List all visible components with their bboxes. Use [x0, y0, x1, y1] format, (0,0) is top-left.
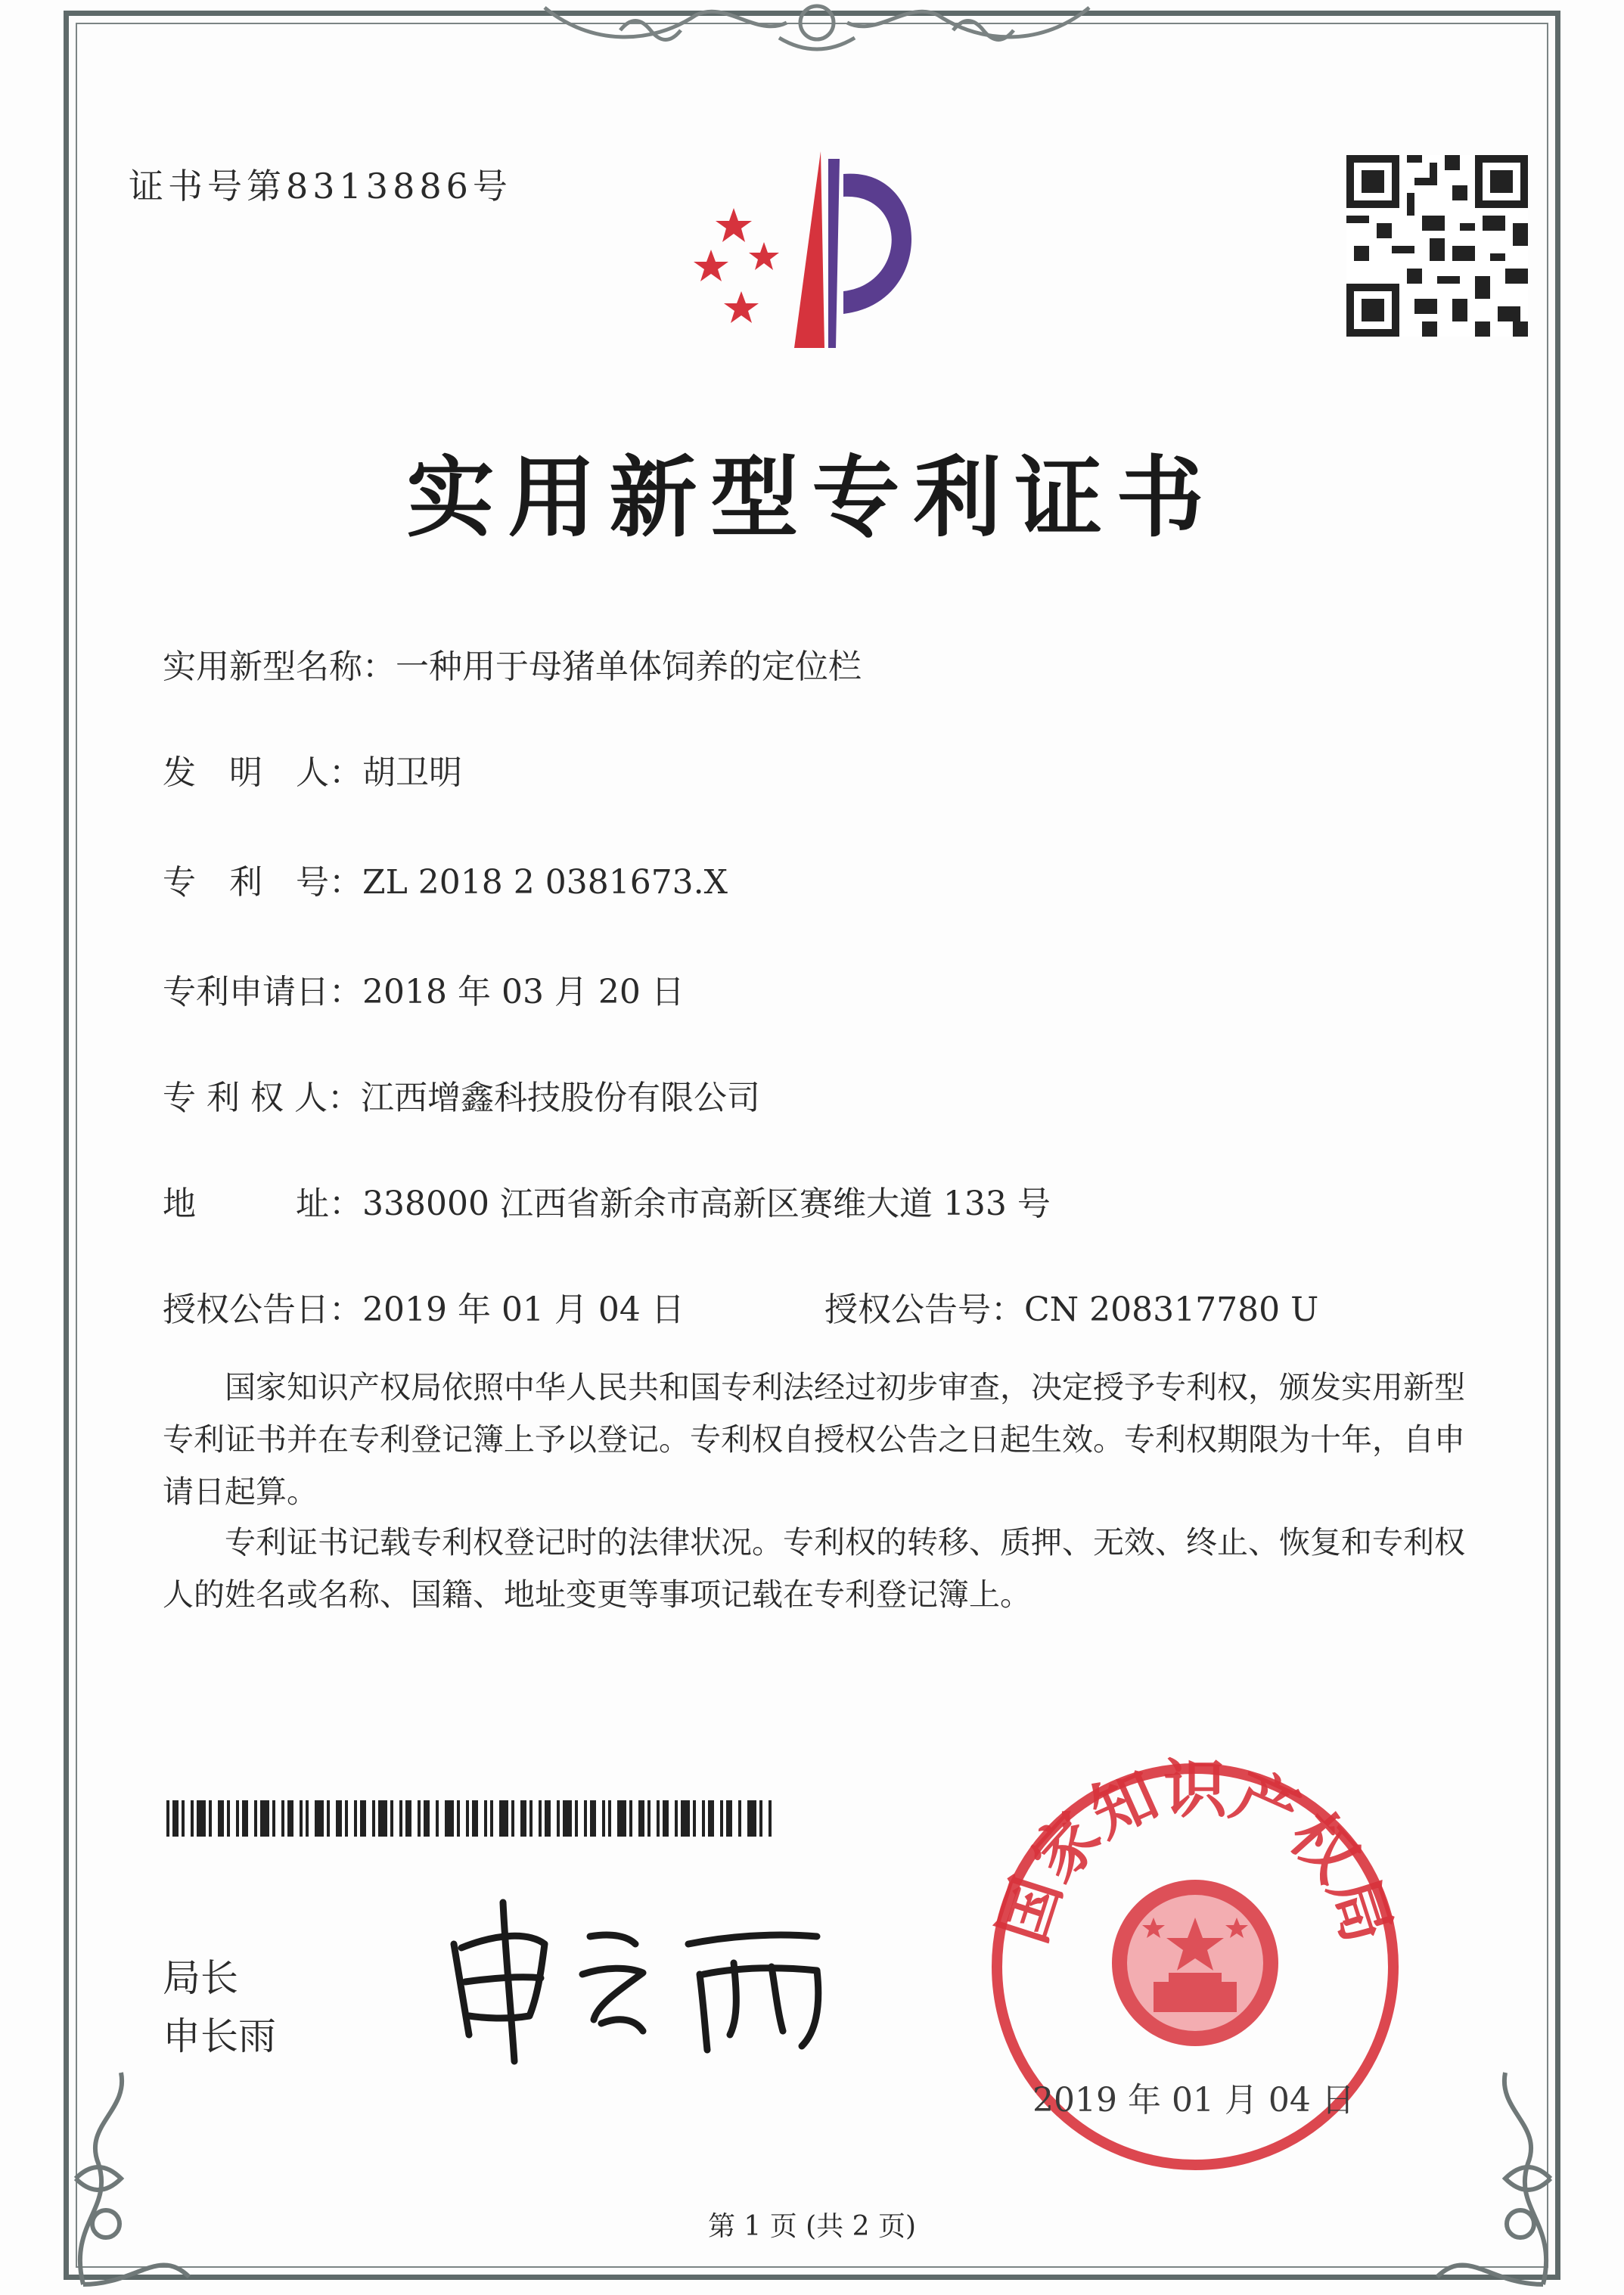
field-publication-number — [824, 1282, 1318, 1331]
signature-icon — [439, 1891, 847, 2065]
top-ornament-icon — [529, 0, 1104, 53]
field-value: 338000 江西省新余市高新区赛维大道 133 号 — [362, 1185, 1051, 1223]
field-value: 2018 年 03 月 20 日 — [362, 973, 685, 1011]
director-name: 申长雨 — [163, 2014, 276, 2058]
page-number: 第 1 页 (共 2 页) — [707, 2211, 917, 2242]
field-value: 2019 年 01 月 04 日 — [362, 1290, 685, 1329]
field-address — [163, 1176, 1051, 1225]
field-label: 授权公告号： — [824, 1290, 1024, 1329]
statement-paragraph-1: 国家知识产权局依照中华人民共和国专利法经过初步审查，决定授予专利权，颁发实用新型专利证书并在专利登记簿上予以登记。专利权自授权公告之日起生效。专利权期限为十年，自申请日起算。 — [163, 1369, 1465, 1510]
field-patent-number — [163, 855, 728, 903]
field-value: 江西增鑫科技股份有限公司 — [360, 1079, 760, 1117]
field-label: 专 利 权 人： — [163, 1079, 361, 1117]
statement-paragraph-2: 专利证书记载专利权登记时的法律状况。专利权的转移、质押、无效、终止、恢复和专利权人的姓名或名称、国籍、地址变更等事项记载在专利登记簿上。 — [163, 1524, 1465, 1613]
seal-text: 国家知识产权局 — [985, 1755, 1405, 1952]
field-application-date — [163, 964, 685, 1013]
director-title: 局长 — [163, 1956, 238, 2000]
certificate-number: 证书号第8313886号 — [129, 166, 512, 207]
corner-ornament-bottom-right-icon — [1422, 2057, 1573, 2295]
field-value: 一种用于母猪单体饲养的定位栏 — [396, 648, 862, 686]
corner-ornament-bottom-left-icon — [53, 2057, 204, 2295]
seal-date: 2019 年 01 月 04 日 — [1032, 2081, 1355, 2120]
field-label: 实用新型名称： — [163, 648, 396, 686]
barcode-icon — [166, 1800, 772, 1837]
field-value: 胡卫明 — [362, 753, 462, 792]
field-inventor — [163, 745, 462, 793]
qr-code-icon — [1346, 155, 1528, 337]
certificate-title: 实用新型专利证书 — [406, 446, 1218, 549]
field-label: 专利申请日： — [163, 973, 362, 1011]
field-label: 授权公告日： — [163, 1290, 362, 1329]
field-label: 发 明 人： — [163, 753, 362, 792]
field-label: 专 利 号： — [163, 863, 362, 902]
cnipa-emblem-icon — [681, 136, 968, 363]
field-value: CN 208317780 U — [1024, 1290, 1319, 1329]
field-label: 地 址： — [163, 1185, 362, 1223]
field-grant-date — [163, 1282, 685, 1331]
field-patentee — [163, 1070, 760, 1119]
field-value: ZL 2018 2 0381673.X — [362, 863, 728, 902]
field-utility-model-name — [163, 639, 862, 688]
